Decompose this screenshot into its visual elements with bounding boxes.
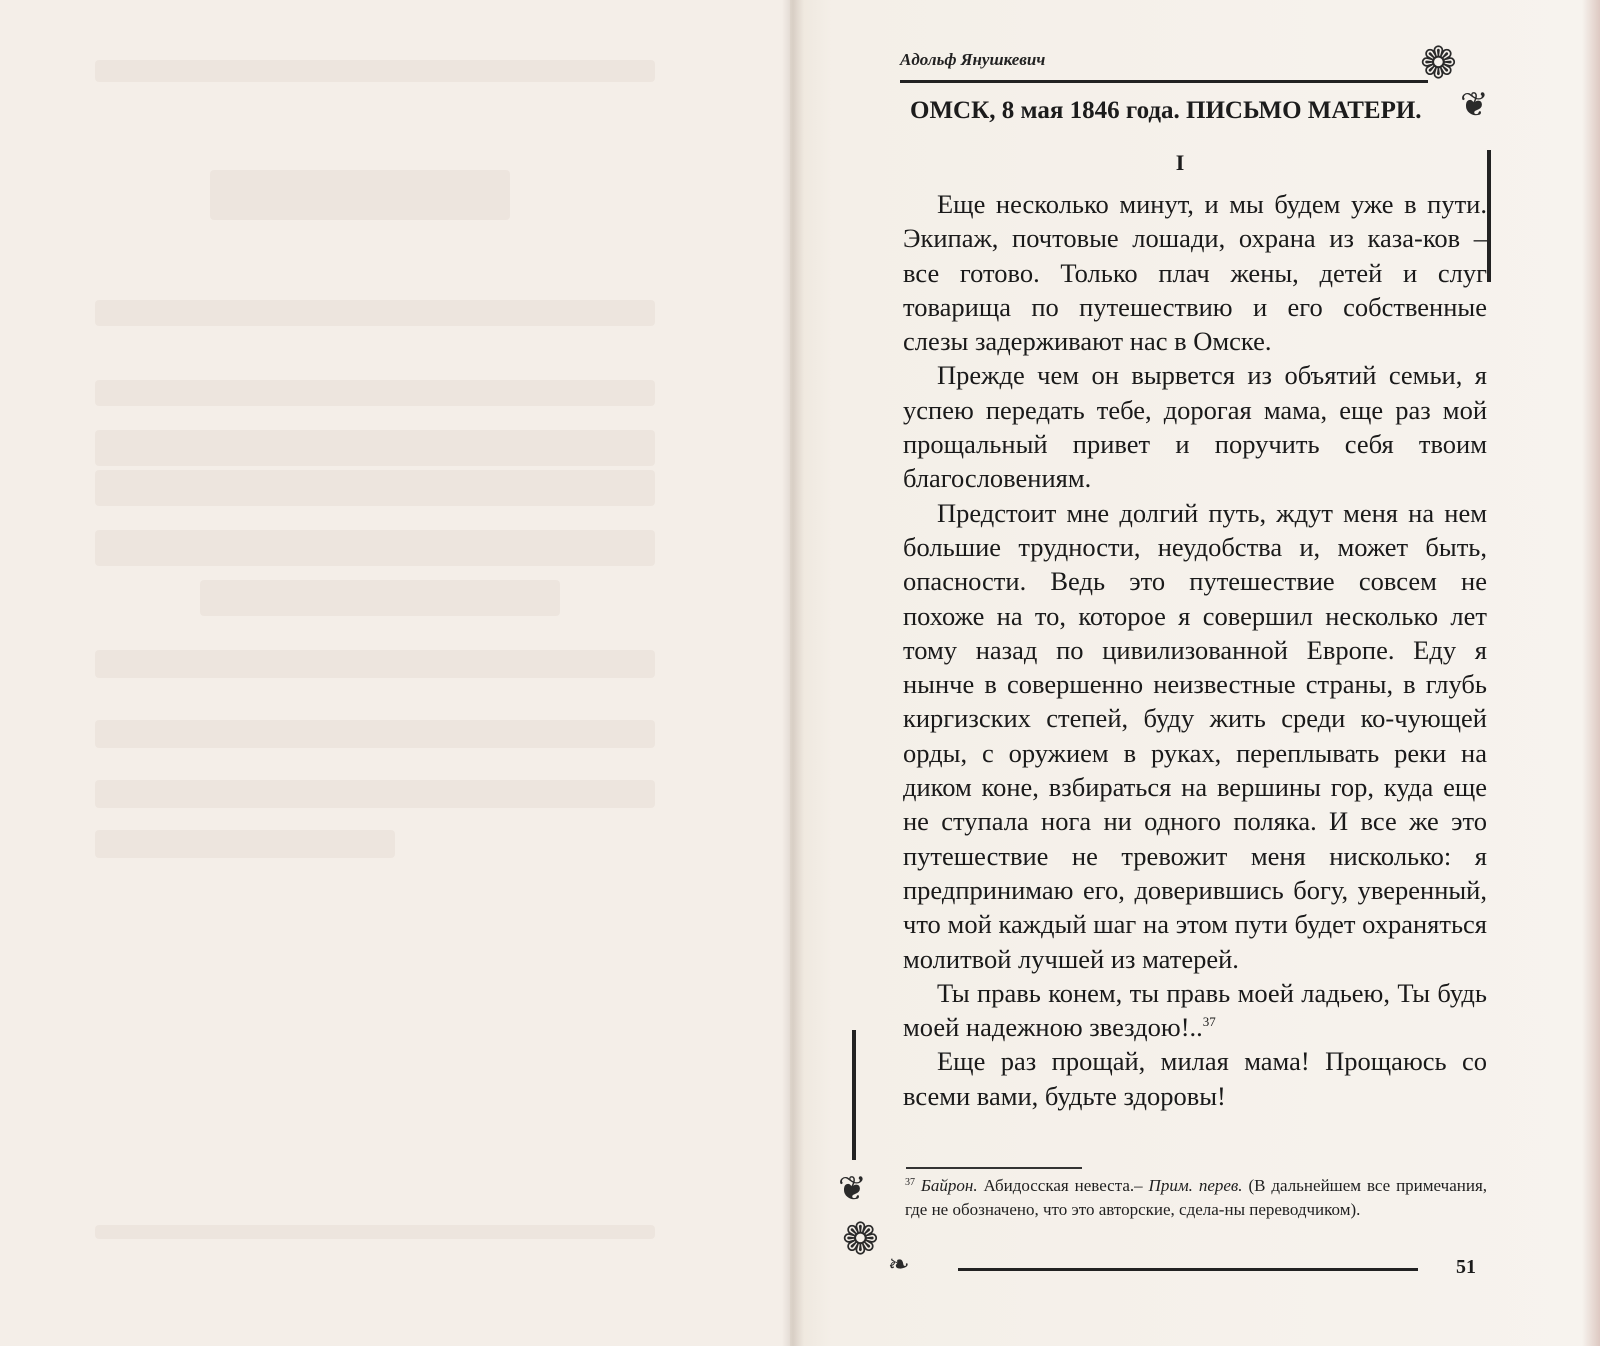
footnote-marker: Прим. перев. xyxy=(1148,1176,1243,1195)
paragraph: Предстоит мне долгий путь, ждут меня на нем большие трудности, неудобства и, может быть, опасности. Ведь это путешествие совсем не похоже на то, которое я совершил несколько лет тому назад по цивилизованной Европе. Еду я нынче в совершенно неизвестные страны, в глубь киргизских степей, буду жить среди ко-чующей орды, с оружием в руках, переплывать реки на диком коне, взбираться на вершины гор, куда еще не ступала нога ни одного поляка. И все же это путешествие не тревожит меня нисколько: я предпринимаю его, доверившись богу, уверенный, что мой каждый шаг на этом пути будет охраняться молитвой лучшей из матерей. xyxy=(903,497,1487,974)
paragraph: Еще несколько минут, и мы будем уже в пути. Экипаж, почтовые лошади, охрана из каза-ков – все готово. Только плач жены, детей и слуг товарища по путешествию и его собственные слезы задерживают нас в Омске. xyxy=(903,189,1487,357)
footnote xyxy=(905,1174,1487,1222)
flourish-ornament-icon: ❧ xyxy=(888,1250,910,1280)
scroll-ornament-bottom-icon: ❦ xyxy=(838,1169,867,1209)
body-text xyxy=(903,187,1487,1113)
scroll-ornament-top-icon: ❦ xyxy=(1460,85,1489,125)
left-margin-bar xyxy=(852,1030,856,1160)
footnote-rule xyxy=(906,1167,1082,1169)
page-number: 51 xyxy=(1456,1256,1476,1278)
footnote-reference: 37 xyxy=(1202,1014,1216,1030)
paragraph: Прежде чем он вырвется из объятий семьи, я успею передать тебе, дорогая мама, еще раз мой прощальный привет и поручить себя твоим благословениям. xyxy=(903,360,1487,494)
verse-text: Ты правь конем, ты правь моей ладьею, Ты будь моей надежною звездою!.. xyxy=(903,977,1487,1043)
right-margin-bar xyxy=(1487,150,1491,282)
verse-paragraph xyxy=(903,976,1487,1045)
corner-ornament-bottom-icon: ❁ xyxy=(842,1214,879,1265)
running-head-author: Адольф Янушкевич xyxy=(900,50,1046,69)
paragraph: Еще раз прощай, милая мама! Прощаюсь со всеми вами, будьте здоровы! xyxy=(903,1046,1487,1111)
header-rule xyxy=(900,80,1428,83)
footnote-source: Байрон. xyxy=(920,1176,978,1195)
corner-ornament-top-icon: ❁ xyxy=(1420,38,1457,89)
left-page-blank xyxy=(0,0,790,1346)
footer-rule xyxy=(958,1268,1418,1271)
footnote-work: Абидосская невеста.– xyxy=(983,1176,1143,1195)
footnote-number: 37 xyxy=(905,1177,915,1188)
section-number: I xyxy=(1175,150,1185,175)
chapter-title: ОМСК, 8 мая 1846 года. ПИСЬМО МАТЕРИ. xyxy=(910,97,1422,124)
page-edge xyxy=(1582,0,1600,1346)
footnote-text: (В дальнейшем все примечания, где не обозначено, что это авторские, сдела-ны переводчиком). xyxy=(905,1176,1488,1219)
